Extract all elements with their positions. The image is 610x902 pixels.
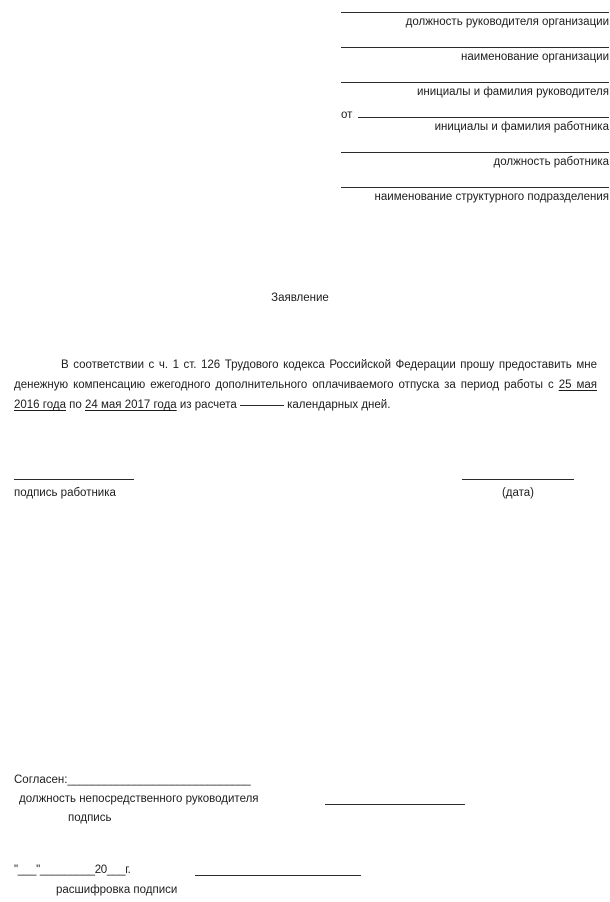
fill-in-rule[interactable]	[341, 187, 609, 188]
footer-date-block	[14, 862, 604, 898]
signature-date-field	[462, 479, 574, 501]
body-text-part3: из расчета	[176, 399, 240, 411]
manager-signature-rule[interactable]	[325, 804, 465, 805]
days-count-blank[interactable]	[240, 395, 284, 406]
statement-body-paragraph	[14, 355, 597, 415]
addressee-header-block	[341, 0, 609, 210]
employee-signature-label: подпись работника	[14, 487, 116, 499]
header-row-employee-position	[341, 140, 609, 175]
approval-manager-position-row	[14, 791, 604, 810]
approval-block	[14, 772, 604, 829]
body-text-part4: календарных дней.	[283, 399, 391, 411]
signature-date-label: (дата)	[501, 487, 535, 499]
fill-in-rule[interactable]	[341, 47, 609, 48]
manager-position-label: должность непосредственного руководителя	[19, 793, 259, 805]
fill-in-rule[interactable]	[358, 117, 609, 118]
signature-rule[interactable]	[14, 479, 134, 480]
header-row-director-name	[341, 70, 609, 105]
page-title: Заявление	[271, 292, 329, 304]
approval-agreed-label: Согласен:	[14, 774, 68, 786]
period-start-date[interactable]: 25 мая 2016 года	[14, 379, 597, 411]
header-row-department-name	[341, 175, 609, 210]
approval-agreed-blank[interactable]: ______________________________	[67, 774, 251, 786]
header-row-organization-name	[341, 35, 609, 70]
footer-decode-label: расшифровка подписи	[56, 884, 178, 896]
body-text-part2: по	[65, 399, 85, 411]
header-row-director-position	[341, 0, 609, 35]
header-caption: наименование структурного подразделения	[374, 191, 609, 203]
footer-decode-rule[interactable]	[195, 875, 361, 876]
body-text-part1: В соответствии с ч. 1 ст. 126 Трудового кодекса Российской Федерации прошу предоставить мне денежную компенсацию ежегодного дополнительного оплачиваемого отпуска за период работы с	[14, 359, 597, 391]
from-prefix-label: от	[341, 109, 353, 121]
fill-in-rule[interactable]	[341, 82, 609, 83]
employee-signature-field	[14, 479, 134, 501]
footer-date-row	[14, 862, 604, 882]
fill-in-rule[interactable]	[341, 12, 609, 13]
approval-signature-row	[14, 810, 604, 829]
header-caption: инициалы и фамилия работника	[434, 121, 609, 133]
date-rule[interactable]	[462, 479, 574, 480]
header-caption: инициалы и фамилия руководителя	[416, 86, 609, 98]
period-end-date[interactable]: 24 мая 2017 года	[85, 399, 177, 411]
approval-signature-label: подпись	[68, 812, 112, 824]
approval-agreed-row	[14, 772, 604, 791]
footer-date-stub[interactable]: "___"_________20___г.	[14, 864, 131, 876]
fill-in-rule[interactable]	[341, 152, 609, 153]
header-caption: наименование организации	[461, 51, 609, 63]
header-caption: должность работника	[493, 156, 609, 168]
header-caption: должность руководителя организации	[405, 16, 609, 28]
header-row-employee-name	[341, 105, 609, 140]
